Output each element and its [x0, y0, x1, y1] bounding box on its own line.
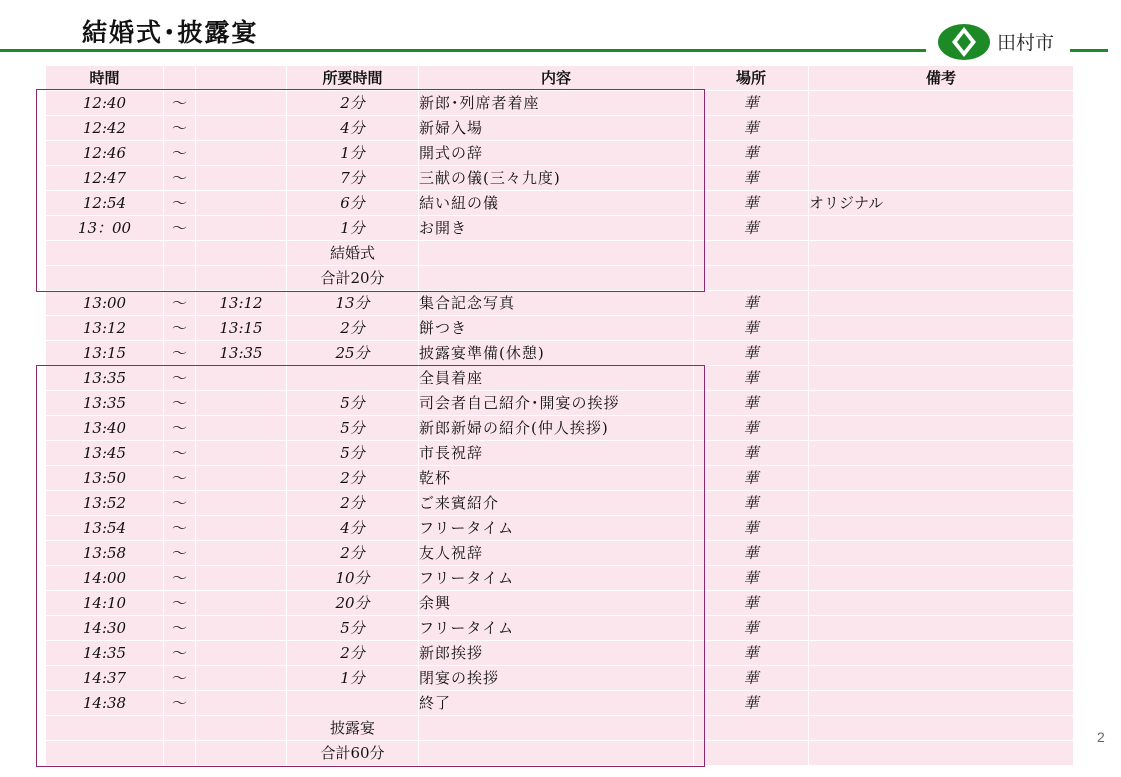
cell-start-time: 13:40 — [46, 416, 164, 441]
subtotal-empty-cell — [694, 716, 809, 741]
table-row — [46, 316, 1074, 341]
cell-end-time — [196, 691, 287, 716]
cell-tilde: ～ — [164, 616, 196, 641]
cell-place: 華 — [694, 216, 809, 241]
cell-place: 華 — [694, 541, 809, 566]
table-row — [46, 416, 1074, 441]
table-row — [46, 466, 1074, 491]
subtotal-empty-cell — [196, 716, 287, 741]
cell-end-time — [196, 166, 287, 191]
cell-note — [809, 516, 1074, 541]
cell-duration: 25分 — [287, 341, 419, 366]
table-row — [46, 441, 1074, 466]
cell-end-time — [196, 391, 287, 416]
cell-tilde: ～ — [164, 116, 196, 141]
schedule-body — [46, 91, 1074, 766]
cell-end-time — [196, 466, 287, 491]
subtotal-row — [46, 241, 1074, 266]
cell-note — [809, 441, 1074, 466]
cell-tilde: ～ — [164, 566, 196, 591]
cell-end-time — [196, 666, 287, 691]
col-header-duration: 所要時間 — [287, 66, 419, 91]
cell-note — [809, 641, 1074, 666]
cell-start-time: 13:12 — [46, 316, 164, 341]
subtotal-empty-cell — [164, 266, 196, 291]
cell-note — [809, 341, 1074, 366]
cell-note — [809, 591, 1074, 616]
cell-content: 終了 — [419, 691, 694, 716]
table-row — [46, 166, 1074, 191]
cell-end-time — [196, 191, 287, 216]
cell-duration: 5分 — [287, 416, 419, 441]
cell-tilde: ～ — [164, 516, 196, 541]
cell-start-time: 13:15 — [46, 341, 164, 366]
cell-content: 開式の辞 — [419, 141, 694, 166]
table-row — [46, 91, 1074, 116]
cell-start-time: 12:47 — [46, 166, 164, 191]
cell-duration — [287, 366, 419, 391]
cell-end-time — [196, 491, 287, 516]
cell-place: 華 — [694, 91, 809, 116]
cell-tilde: ～ — [164, 191, 196, 216]
cell-place: 華 — [694, 166, 809, 191]
col-header-place: 場所 — [694, 66, 809, 91]
subtotal-empty-cell — [196, 266, 287, 291]
cell-duration: 13分 — [287, 291, 419, 316]
subtotal-empty-cell — [46, 241, 164, 266]
subtotal-empty-cell — [46, 266, 164, 291]
cell-tilde: ～ — [164, 316, 196, 341]
cell-content: 司会者自己紹介･開宴の挨拶 — [419, 391, 694, 416]
cell-duration: 5分 — [287, 441, 419, 466]
cell-duration: 2分 — [287, 466, 419, 491]
cell-duration: 2分 — [287, 641, 419, 666]
cell-note — [809, 166, 1074, 191]
table-row — [46, 141, 1074, 166]
cell-note — [809, 541, 1074, 566]
cell-tilde: ～ — [164, 641, 196, 666]
cell-place: 華 — [694, 116, 809, 141]
cell-place: 華 — [694, 141, 809, 166]
cell-end-time — [196, 216, 287, 241]
cell-content: 新郎新婦の紹介(仲人挨拶) — [419, 416, 694, 441]
table-row — [46, 691, 1074, 716]
cell-start-time: 14:30 — [46, 616, 164, 641]
cell-tilde: ～ — [164, 341, 196, 366]
cell-note — [809, 116, 1074, 141]
cell-start-time: 14:37 — [46, 666, 164, 691]
cell-place: 華 — [694, 591, 809, 616]
cell-place: 華 — [694, 491, 809, 516]
cell-start-time: 13:35 — [46, 391, 164, 416]
cell-tilde: ～ — [164, 491, 196, 516]
cell-duration: 4分 — [287, 516, 419, 541]
cell-place: 華 — [694, 191, 809, 216]
subtotal-empty-cell — [164, 241, 196, 266]
cell-content: ご来賓紹介 — [419, 491, 694, 516]
cell-start-time: 13:45 — [46, 441, 164, 466]
cell-note — [809, 316, 1074, 341]
table-row — [46, 591, 1074, 616]
cell-note — [809, 566, 1074, 591]
table-row — [46, 641, 1074, 666]
cell-place: 華 — [694, 366, 809, 391]
col-header-time: 時間 — [46, 66, 164, 91]
ceremony-subtotal-line2: 合計20分 — [287, 266, 419, 291]
cell-place: 華 — [694, 416, 809, 441]
cell-place: 華 — [694, 291, 809, 316]
cell-tilde: ～ — [164, 541, 196, 566]
cell-place: 華 — [694, 616, 809, 641]
subtotal-empty-cell — [419, 241, 694, 266]
table-row — [46, 116, 1074, 141]
col-header-content: 内容 — [419, 66, 694, 91]
cell-place: 華 — [694, 516, 809, 541]
reception-subtotal-line2: 合計60分 — [287, 741, 419, 766]
cell-start-time: 13:58 — [46, 541, 164, 566]
cell-tilde: ～ — [164, 291, 196, 316]
cell-place: 華 — [694, 341, 809, 366]
cell-tilde: ～ — [164, 591, 196, 616]
header-rule-right — [1070, 49, 1108, 52]
cell-content: 全員着座 — [419, 366, 694, 391]
cell-start-time: 14:00 — [46, 566, 164, 591]
cell-end-time — [196, 566, 287, 591]
cell-place: 華 — [694, 666, 809, 691]
cell-duration: 5分 — [287, 616, 419, 641]
cell-content: 新婦入場 — [419, 116, 694, 141]
cell-content: 集合記念写真 — [419, 291, 694, 316]
page-number: 2 — [1097, 729, 1105, 745]
table-row — [46, 491, 1074, 516]
subtotal-empty-cell — [419, 266, 694, 291]
header-rule-left — [0, 49, 926, 52]
cell-duration: 6分 — [287, 191, 419, 216]
cell-content: 市長祝辞 — [419, 441, 694, 466]
cell-content: 三献の儀(三々九度) — [419, 166, 694, 191]
table-header-row — [46, 66, 1074, 91]
cell-end-time — [196, 516, 287, 541]
cell-end-time — [196, 441, 287, 466]
subtotal-empty-cell — [809, 716, 1074, 741]
table-row — [46, 541, 1074, 566]
cell-place: 華 — [694, 466, 809, 491]
cell-duration: 2分 — [287, 491, 419, 516]
cell-note — [809, 216, 1074, 241]
cell-duration: 1分 — [287, 216, 419, 241]
cell-note — [809, 616, 1074, 641]
table-row — [46, 291, 1074, 316]
cell-place: 華 — [694, 691, 809, 716]
tamura-city-emblem-icon — [936, 22, 992, 62]
cell-end-time — [196, 641, 287, 666]
cell-duration: 4分 — [287, 116, 419, 141]
cell-note — [809, 416, 1074, 441]
cell-end-time — [196, 616, 287, 641]
cell-start-time: 14:38 — [46, 691, 164, 716]
subtotal-empty-cell — [46, 716, 164, 741]
cell-note — [809, 391, 1074, 416]
subtotal-empty-cell — [694, 741, 809, 766]
cell-note — [809, 366, 1074, 391]
subtotal-row — [46, 716, 1074, 741]
cell-content: 新郎･列席者着座 — [419, 91, 694, 116]
slide-title: 結婚式･披露宴 — [82, 18, 259, 47]
cell-end-time — [196, 141, 287, 166]
subtotal-row — [46, 741, 1074, 766]
cell-note — [809, 691, 1074, 716]
cell-tilde: ～ — [164, 366, 196, 391]
cell-end-time — [196, 116, 287, 141]
cell-start-time: 12:46 — [46, 141, 164, 166]
cell-start-time: 14:10 — [46, 591, 164, 616]
table-row — [46, 341, 1074, 366]
cell-end-time — [196, 591, 287, 616]
schedule-table — [45, 65, 1074, 766]
cell-start-time: 13:54 — [46, 516, 164, 541]
cell-content: 披露宴準備(休憩) — [419, 341, 694, 366]
cell-content: 余興 — [419, 591, 694, 616]
subtotal-empty-cell — [419, 716, 694, 741]
cell-duration: 1分 — [287, 666, 419, 691]
cell-place: 華 — [694, 566, 809, 591]
cell-end-time — [196, 541, 287, 566]
col-header-tilde — [164, 66, 196, 91]
subtotal-empty-cell — [809, 241, 1074, 266]
cell-note — [809, 666, 1074, 691]
cell-end-time: 13:35 — [196, 341, 287, 366]
table-row — [46, 616, 1074, 641]
cell-end-time — [196, 366, 287, 391]
cell-content: お開き — [419, 216, 694, 241]
cell-duration: 20分 — [287, 591, 419, 616]
cell-tilde: ～ — [164, 166, 196, 191]
cell-note — [809, 466, 1074, 491]
col-header-end — [196, 66, 287, 91]
cell-duration: 7分 — [287, 166, 419, 191]
cell-tilde: ～ — [164, 391, 196, 416]
subtotal-empty-cell — [46, 741, 164, 766]
cell-start-time: 12:40 — [46, 91, 164, 116]
cell-note — [809, 491, 1074, 516]
cell-tilde: ～ — [164, 91, 196, 116]
table-row — [46, 666, 1074, 691]
cell-note — [809, 141, 1074, 166]
cell-content: 結い紐の儀 — [419, 191, 694, 216]
subtotal-empty-cell — [419, 741, 694, 766]
cell-tilde: ～ — [164, 216, 196, 241]
cell-place: 華 — [694, 316, 809, 341]
ceremony-subtotal-line1: 結婚式 — [287, 241, 419, 266]
cell-content: 新郎挨拶 — [419, 641, 694, 666]
cell-start-time: 13:52 — [46, 491, 164, 516]
cell-start-time: 14:35 — [46, 641, 164, 666]
cell-start-time: 13：00 — [46, 216, 164, 241]
cell-start-time: 13:00 — [46, 291, 164, 316]
subtotal-empty-cell — [809, 266, 1074, 291]
table-row — [46, 516, 1074, 541]
subtotal-empty-cell — [164, 741, 196, 766]
cell-duration: 2分 — [287, 316, 419, 341]
cell-content: フリータイム — [419, 516, 694, 541]
cell-content: 閉宴の挨拶 — [419, 666, 694, 691]
subtotal-empty-cell — [809, 741, 1074, 766]
cell-start-time: 13:50 — [46, 466, 164, 491]
cell-duration: 2分 — [287, 91, 419, 116]
cell-duration: 5分 — [287, 391, 419, 416]
table-row — [46, 391, 1074, 416]
subtotal-empty-cell — [694, 266, 809, 291]
cell-duration — [287, 691, 419, 716]
cell-tilde: ～ — [164, 441, 196, 466]
cell-tilde: ～ — [164, 466, 196, 491]
cell-end-time: 13:12 — [196, 291, 287, 316]
cell-content: フリータイム — [419, 566, 694, 591]
cell-place: 華 — [694, 391, 809, 416]
reception-subtotal-line1: 披露宴 — [287, 716, 419, 741]
cell-note — [809, 291, 1074, 316]
cell-place: 華 — [694, 641, 809, 666]
cell-place: 華 — [694, 441, 809, 466]
cell-end-time — [196, 91, 287, 116]
cell-start-time: 12:42 — [46, 116, 164, 141]
cell-tilde: ～ — [164, 691, 196, 716]
col-header-note: 備考 — [809, 66, 1074, 91]
cell-note — [809, 91, 1074, 116]
cell-tilde: ～ — [164, 666, 196, 691]
cell-end-time — [196, 416, 287, 441]
table-row — [46, 216, 1074, 241]
cell-duration: 10分 — [287, 566, 419, 591]
city-name: 田村市 — [997, 32, 1055, 54]
subtotal-empty-cell — [196, 241, 287, 266]
table-row — [46, 191, 1074, 216]
table-row — [46, 366, 1074, 391]
cell-start-time: 12:54 — [46, 191, 164, 216]
subtotal-row — [46, 266, 1074, 291]
subtotal-empty-cell — [694, 241, 809, 266]
cell-end-time: 13:15 — [196, 316, 287, 341]
table-row — [46, 566, 1074, 591]
cell-content: 友人祝辞 — [419, 541, 694, 566]
cell-tilde: ～ — [164, 416, 196, 441]
cell-content: 餅つき — [419, 316, 694, 341]
cell-note: オリジナル — [809, 191, 1074, 216]
cell-tilde: ～ — [164, 141, 196, 166]
cell-content: 乾杯 — [419, 466, 694, 491]
cell-start-time: 13:35 — [46, 366, 164, 391]
subtotal-empty-cell — [164, 716, 196, 741]
cell-duration: 1分 — [287, 141, 419, 166]
subtotal-empty-cell — [196, 741, 287, 766]
cell-content: フリータイム — [419, 616, 694, 641]
cell-duration: 2分 — [287, 541, 419, 566]
